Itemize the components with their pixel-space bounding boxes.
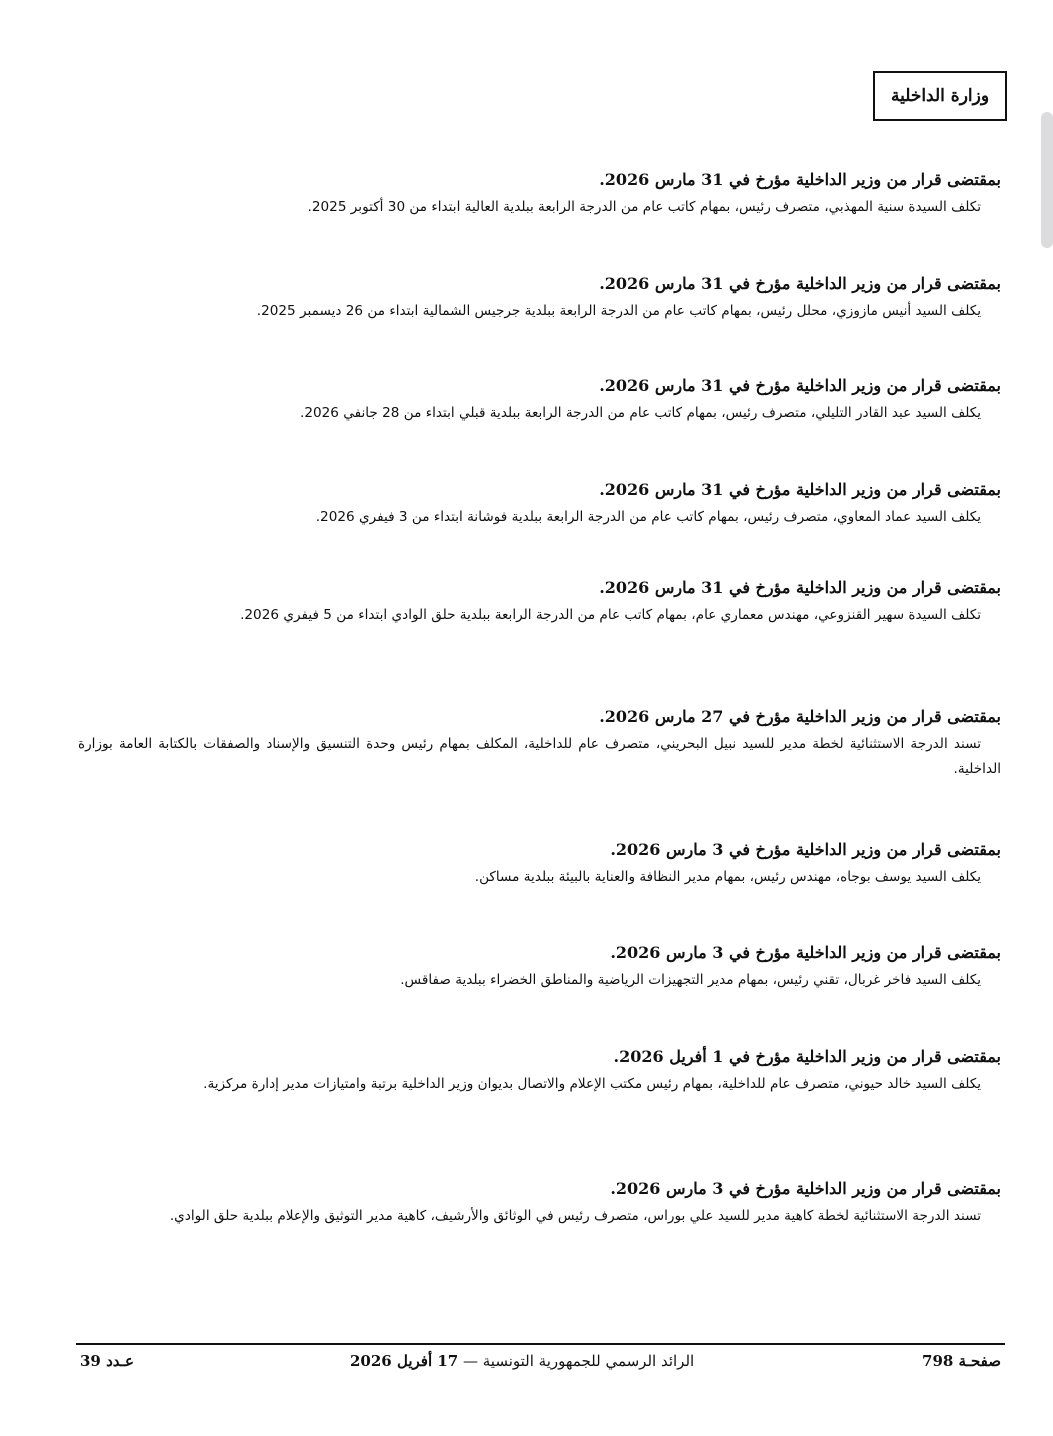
decision-1 bbox=[78, 168, 1001, 220]
decision-body: يكلف السيد عبد القادر التليلي، متصرف رئيس، بمهام كاتب عام من الدرجة الرابعة ببلدية قبلي ابتداء من 28 جانفي 2026. bbox=[300, 405, 981, 421]
journal-name: الرائد الرسمي للجمهورية التونسية — bbox=[458, 1352, 695, 1370]
decision-body: يكلف السيد أنيس مازوزي، محلل رئيس، بمهام كاتب عام من الدرجة الرابعة ببلدية جرجيس الشمالية ابتداء من 26 ديسمبر 2025. bbox=[256, 303, 981, 319]
page-number: صفحـة 798 bbox=[922, 1352, 1001, 1370]
decision-7 bbox=[78, 838, 1001, 890]
decision-title: بمقتضى قرار من وزير الداخلية مؤرخ في 31 مارس 2026. bbox=[599, 578, 1001, 597]
decision-title: بمقتضى قرار من وزير الداخلية مؤرخ في 31 مارس 2026. bbox=[599, 274, 1001, 293]
journal-date: 17 أفريل 2026 bbox=[350, 1352, 459, 1370]
decision-body: يكلف السيد عماد المعاوي، متصرف رئيس، بمهام كاتب عام من الدرجة الرابعة ببلدية فوشانة ابتداء من 3 فيفري 2026. bbox=[315, 509, 981, 525]
vertical-scrollbar[interactable] bbox=[1041, 112, 1053, 248]
decision-10 bbox=[78, 1177, 1001, 1229]
decision-3 bbox=[78, 374, 1001, 426]
page-footer bbox=[80, 1352, 1001, 1378]
decision-body: تكلف السيدة سهير القنزوعي، مهندس معماري عام، بمهام كاتب عام من الدرجة الرابعة ببلدية حلق الوادي ابتداء من 5 فيفري 2026. bbox=[240, 607, 981, 623]
decision-body: يكلف السيد خالد حيوني، متصرف عام للداخلية، بمهام رئيس مكتب الإعلام والاتصال بديوان وزير الداخلية برتبة وامتيازات مدير إدارة مركزية. bbox=[203, 1076, 981, 1092]
decision-body: يكلف السيد يوسف بوجاه، مهندس رئيس، بمهام مدير النظافة والعناية بالبيئة ببلدية مساكن. bbox=[474, 869, 981, 885]
footer-divider bbox=[76, 1343, 1005, 1345]
decision-title: بمقتضى قرار من وزير الداخلية مؤرخ في 3 مارس 2026. bbox=[610, 943, 1001, 962]
ministry-heading: وزارة الداخلية bbox=[890, 86, 990, 106]
decision-title: بمقتضى قرار من وزير الداخلية مؤرخ في 1 أفريل 2026. bbox=[613, 1047, 1001, 1066]
decision-title: بمقتضى قرار من وزير الداخلية مؤرخ في 31 مارس 2026. bbox=[599, 480, 1001, 499]
decision-title: بمقتضى قرار من وزير الداخلية مؤرخ في 31 مارس 2026. bbox=[599, 170, 1001, 189]
decision-4 bbox=[78, 478, 1001, 530]
ministry-heading-box bbox=[873, 71, 1007, 121]
decision-8 bbox=[78, 941, 1001, 993]
decision-9 bbox=[78, 1045, 1001, 1097]
decision-title: بمقتضى قرار من وزير الداخلية مؤرخ في 3 مارس 2026. bbox=[610, 1179, 1001, 1198]
decision-title: بمقتضى قرار من وزير الداخلية مؤرخ في 31 مارس 2026. bbox=[599, 376, 1001, 395]
decision-6 bbox=[78, 705, 1001, 782]
decision-title: بمقتضى قرار من وزير الداخلية مؤرخ في 27 مارس 2026. bbox=[599, 707, 1001, 726]
decision-body: يكلف السيد فاخر غربال، تقني رئيس، بمهام مدير التجهيزات الرياضية والمناطق الخضراء ببلدية صفاقس. bbox=[400, 972, 981, 988]
decision-2 bbox=[78, 272, 1001, 324]
decision-body: تكلف السيدة سنية المهذبي، متصرف رئيس، بمهام كاتب عام من الدرجة الرابعة ببلدية العالية ابتداء من 30 أكتوبر 2025. bbox=[307, 199, 981, 215]
decision-5 bbox=[78, 576, 1001, 628]
journal-title bbox=[350, 1352, 694, 1370]
issue-number: عـدد 39 bbox=[80, 1352, 134, 1370]
decision-title: بمقتضى قرار من وزير الداخلية مؤرخ في 3 مارس 2026. bbox=[610, 840, 1001, 859]
decision-body: تسند الدرجة الاستثنائية لخطة كاهية مدير للسيد علي بوراس، متصرف رئيس في الوثائق والأرشيف، كاهية مدير التوثيق والإعلام ببلدية حلق الوادي. bbox=[169, 1208, 981, 1224]
decision-body: تسند الدرجة الاستثنائية لخطة مدير للسيد نبيل البحريني، متصرف عام للداخلية، المكلف بمهام رئيس وحدة التنسيق والإسناد والصفقات بالكتابة العامة بوزارة الداخلية. bbox=[78, 736, 1001, 777]
